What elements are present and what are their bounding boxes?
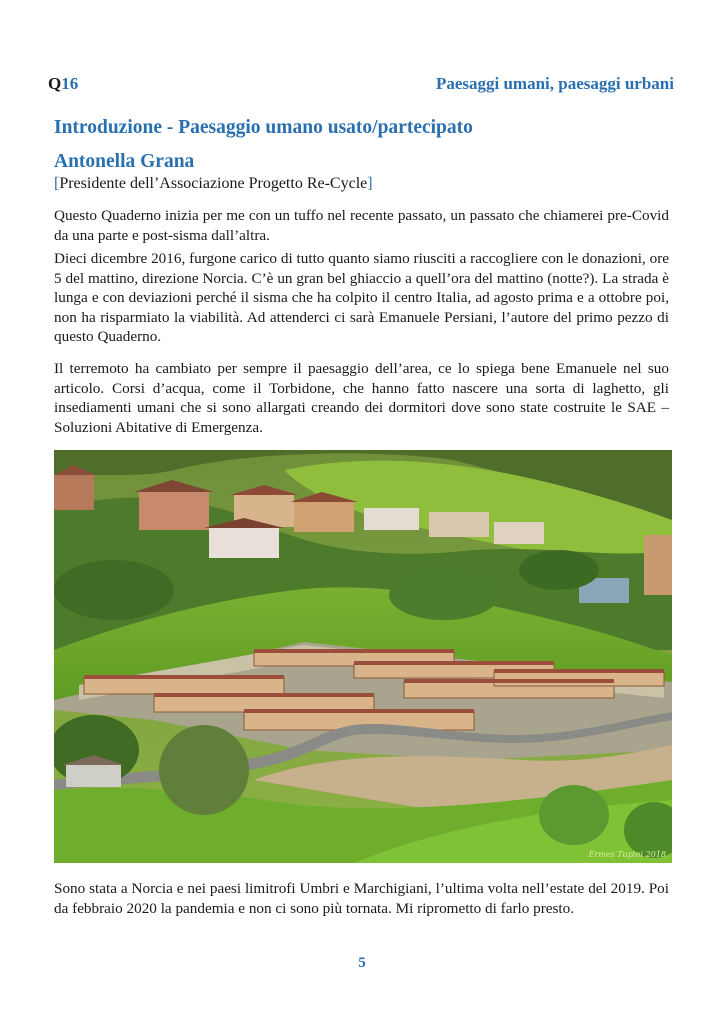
- author-name: Antonella Grana: [54, 151, 195, 172]
- section-title: Paesaggi umani, paesaggi urbani: [435, 74, 674, 93]
- paragraph-2: Dieci dicembre 2016, furgone carico di tutto quanto siamo riusciti a raccogliere con le donazioni, ore 5 del mattino, direzione Norcia. C’è un gran bel ghiaccio a quell’ora del mattino (notte?). La strada è lunga e con deviazioni perché il sisma che ha colpito il centro Italia, ad agosto prima e a ottobre poi, non ha risparmiato la viabilità. Ad attenderci ci sarà Emanuele Persiani, l’autore del primo pezzo di questo Quaderno.: [54, 250, 669, 346]
- author-role-text: Presidente dell’Associazione Progetto Re-Cycle: [59, 175, 368, 192]
- issue-number: 16: [61, 74, 79, 93]
- page-number: 5: [358, 955, 366, 971]
- issue-label: [48, 74, 78, 94]
- photo-credit: Ermes Tupini 2018: [588, 850, 666, 859]
- paragraph-1: Questo Quaderno inizia per me con un tuffo nel recente passato, un passato che chiamerei pre-Covid da una parte e post-sisma dall’altra.: [54, 207, 669, 244]
- article-title: Introduzione - Paesaggio umano usato/partecipato: [54, 117, 473, 138]
- landscape-photo: [54, 450, 672, 863]
- issue-prefix: Q: [48, 74, 62, 93]
- paragraph-3: Il terremoto ha cambiato per sempre il paesaggio dell’area, ce lo spiega bene Emanuele nel suo articolo. Corsi d’acqua, come il Torbidone, che hanno fatto nascere una sorta di laghetto, gli insediamenti umani che si sono allargati creando dei dormitori dove sono state costruite le SAE – Soluzioni Abitative di Emergenza.: [54, 360, 669, 436]
- author-role: [Presidente dell’Associazione Progetto Re-Cycle]: [54, 175, 373, 192]
- paragraph-4: Sono stata a Norcia e nei paesi limitrofi Umbri e Marchigiani, l’ultima volta nell’estate del 2019. Poi da febbraio 2020 la pandemia e non ci sono più tornata. Mi riprometto di farlo presto.: [54, 880, 669, 917]
